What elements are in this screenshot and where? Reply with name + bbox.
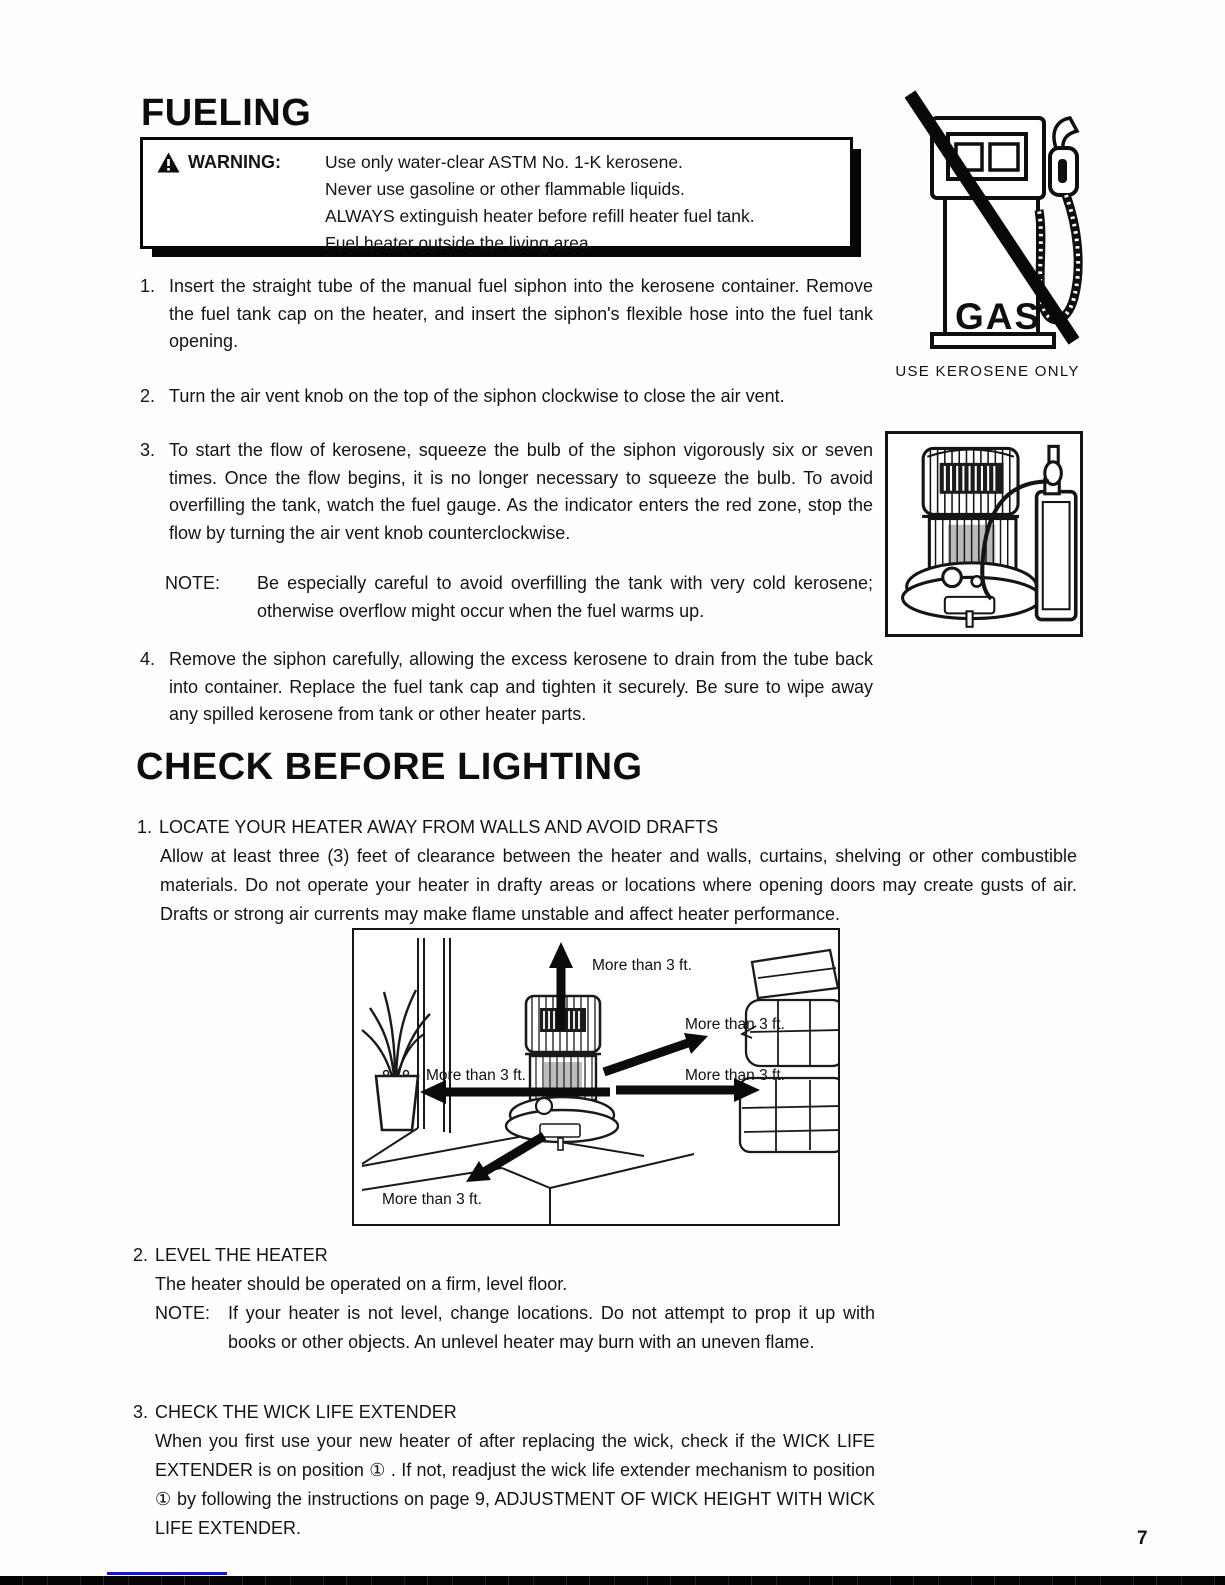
section-heading-row bbox=[137, 813, 1077, 842]
fueling-note bbox=[165, 570, 873, 625]
warning-line: ALWAYS extinguish heater before refill heater fuel tank. bbox=[325, 206, 755, 226]
step-text: Turn the air vent knob on the top of the siphon clockwise to close the air vent. bbox=[169, 386, 785, 406]
use-kerosene-caption: USE KEROSENE ONLY bbox=[895, 363, 1080, 380]
check-section bbox=[133, 1398, 875, 1543]
warning-label bbox=[157, 149, 319, 246]
step-number: 3. bbox=[140, 440, 156, 460]
clearance-label: More than 3 ft. bbox=[382, 1191, 482, 1208]
check-section bbox=[133, 1241, 875, 1357]
clearance-label: More than 3 ft. bbox=[685, 1016, 785, 1033]
section-heading: LEVEL THE HEATER bbox=[155, 1245, 328, 1265]
heater-siphon-figure bbox=[885, 431, 1083, 637]
clearance-arrow-lower-left bbox=[466, 1136, 544, 1182]
gas-pump-illustration bbox=[890, 88, 1088, 362]
page-number: 7 bbox=[1137, 1528, 1148, 1549]
note-label: NOTE: bbox=[165, 573, 221, 593]
warning-line: Use only water-clear ASTM No. 1-K kerosene. bbox=[325, 152, 683, 172]
fueling-step bbox=[140, 383, 873, 411]
section-heading-row bbox=[133, 1241, 875, 1270]
section-body: The heater should be operated on a firm, level floor. bbox=[155, 1274, 568, 1294]
section-heading: LOCATE YOUR HEATER AWAY FROM WALLS AND AVOID DRAFTS bbox=[159, 817, 719, 837]
step-text: Remove the siphon carefully, allowing the excess kerosene to drain from the tube back into container. Replace the fuel tank cap and tighten it securely. Be sure to wipe away any spilled kerosene from tank or other heater parts. bbox=[169, 649, 873, 724]
plant-drawing bbox=[362, 990, 430, 1130]
check-section bbox=[137, 813, 1077, 929]
section-heading: CHECK THE WICK LIFE EXTENDER bbox=[155, 1402, 457, 1422]
section-body: When you first use your new heater of after replacing the wick, check if the WICK LIFE EXTENDER is on position ① . If not, readjust the wick life extender mechanism to position ① by following the instructions on page 9, ADJUSTMENT OF WICK HEIGHT WITH WICK LIFE EXTENDER. bbox=[155, 1431, 875, 1538]
fueling-step bbox=[140, 273, 873, 356]
step-number: 4. bbox=[140, 649, 156, 669]
scan-edge-bar bbox=[0, 1576, 1225, 1585]
warning-box bbox=[140, 137, 853, 253]
warning-triangle-icon bbox=[157, 152, 180, 173]
section-number: 3. bbox=[133, 1402, 149, 1422]
step-text: Insert the straight tube of the manual fuel siphon into the kerosene container. Remove the fuel tank cap on the heater, and insert the siphon's flexible hose into the fuel tank opening. bbox=[169, 276, 873, 351]
clearance-diagram bbox=[354, 930, 838, 1224]
section-heading-row bbox=[133, 1398, 875, 1427]
warning-line: Fuel heater outside the living area. bbox=[325, 233, 594, 253]
clearance-label: More than 3 ft. bbox=[426, 1067, 526, 1084]
bedding-drawing bbox=[740, 950, 838, 1152]
step-number: 1. bbox=[140, 276, 156, 296]
section-number: 1. bbox=[137, 817, 153, 837]
warning-lines bbox=[325, 149, 838, 253]
clearance-label: More than 3 ft. bbox=[592, 957, 692, 974]
blue-underline-mark bbox=[107, 1572, 227, 1575]
step-text: To start the flow of kerosene, squeeze the bulb of the siphon vigorously six or seven times. Once the flow begins, it is no longer necessary to squeeze the bulb. To avoid overfilling the tank, watch the fuel gauge. As the indicator enters the red zone, stop the flow by turning the air vent knob counterclockwise. bbox=[169, 440, 873, 543]
note-label: NOTE: bbox=[155, 1303, 211, 1323]
section-number: 2. bbox=[133, 1245, 149, 1265]
warning-line: Never use gasoline or other flammable liquids. bbox=[325, 179, 685, 199]
note-text: Be especially careful to avoid overfilling the tank with very cold kerosene; otherwise overflow might occur when the fuel warms up. bbox=[257, 573, 873, 621]
fueling-step bbox=[140, 646, 873, 729]
clearance-diagram-figure bbox=[352, 928, 840, 1226]
clearance-label: More than 3 ft. bbox=[685, 1067, 785, 1084]
check-before-lighting-heading: CHECK BEFORE LIGHTING bbox=[136, 746, 643, 788]
gas-pump-label: GAS bbox=[955, 296, 1042, 337]
pump-nozzle bbox=[1054, 118, 1077, 150]
heater-siphon-illustration bbox=[888, 434, 1080, 634]
warning-word: WARNING: bbox=[188, 152, 281, 172]
note-text: If your heater is not level, change locations. Do not attempt to prop it up with books or other objects. An unlevel heater may burn with an uneven flame. bbox=[228, 1303, 875, 1352]
section-note bbox=[155, 1299, 875, 1357]
section-body: Allow at least three (3) feet of clearance between the heater and walls, curtains, shelving or other combustible materials. Do not operate your heater in drafty areas or locations where opening doors may create gusts of air. Drafts or strong air currents may make flame unstable and affect heater performance. bbox=[160, 846, 1077, 924]
step-number: 2. bbox=[140, 386, 156, 406]
fueling-heading: FUELING bbox=[141, 92, 312, 134]
fueling-step bbox=[140, 437, 873, 547]
